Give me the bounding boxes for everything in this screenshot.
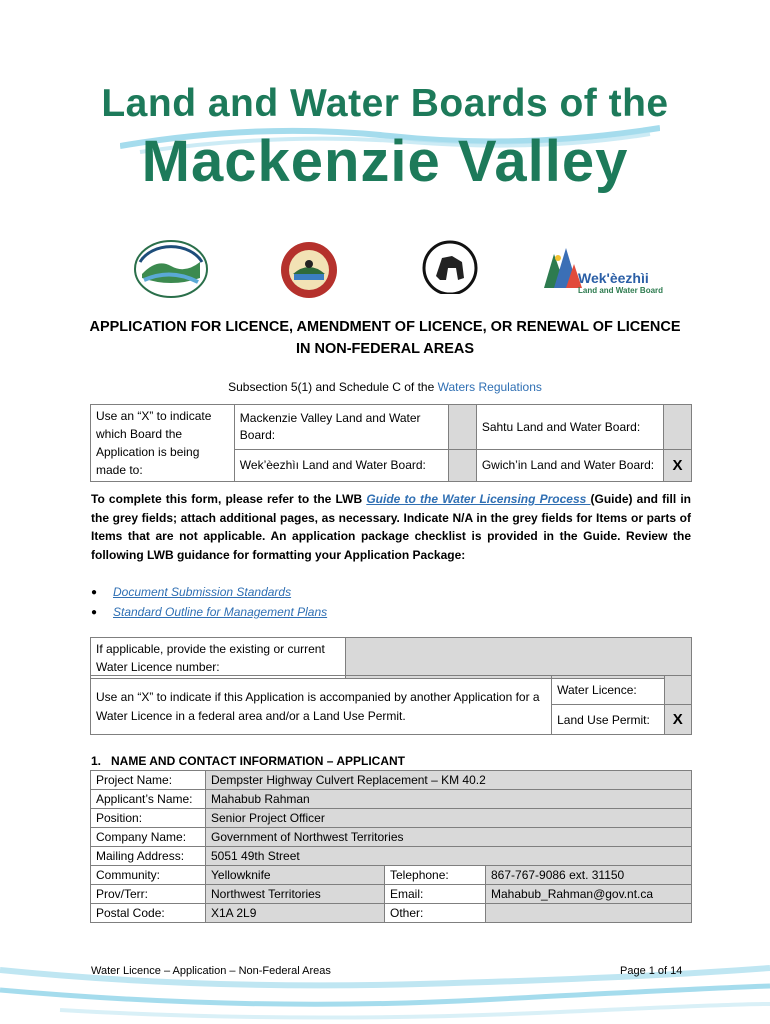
section-1-heading: 1. NAME AND CONTACT INFORMATION – APPLICANT	[91, 754, 405, 768]
land-use-permit-mark-field[interactable]: X	[664, 705, 691, 735]
instructions-text-2: (Guide) and fill in the grey fields; attach additional pages, as necessary. Indicate N/A in the grey fields for Items or parts of Items that are not applicable. An application package checklist is provided in the Guide. Review the following LWB guidance for formatting your Application Package:	[91, 492, 691, 562]
footer-wave	[0, 950, 770, 1024]
applicant-name-label: Applicant’s Name:	[91, 790, 206, 809]
prov-terr-label: Prov/Terr:	[91, 885, 206, 904]
logo-line-1: Land and Water Boards of the	[101, 82, 669, 125]
gwichin-logo	[422, 240, 478, 302]
applicant-info-table	[90, 770, 692, 923]
company-name-label: Company Name:	[91, 828, 206, 847]
land-use-permit-label: Land Use Permit:	[552, 705, 664, 735]
applicant-name-field[interactable]: Mahabub Rahman	[206, 790, 692, 809]
mailing-address-field[interactable]: 5051 49th Street	[206, 847, 692, 866]
company-name-field[interactable]: Government of Northwest Territories	[206, 828, 692, 847]
gwichin-label: Gwich’in Land and Water Board:	[476, 449, 663, 481]
community-field[interactable]: Yellowknife	[206, 866, 385, 885]
guidance-list	[91, 582, 327, 622]
board-instruction: Use an “X” to indicate which Board the Application is being made to:	[91, 405, 235, 482]
document-standards-link[interactable]: Document Submission Standards	[113, 585, 292, 599]
email-field[interactable]: Mahabub_Rahman@gov.nt.ca	[486, 885, 692, 904]
wekeezhii-logo-sublabel: Land and Water Board	[578, 286, 664, 295]
sahtu-mark-field[interactable]	[664, 405, 692, 450]
list-item	[91, 602, 327, 622]
wekeezhii-mark-field[interactable]	[448, 449, 476, 481]
guide-link[interactable]: Guide to the Water Licensing Process	[366, 492, 591, 506]
title-line-2: IN NON-FEDERAL AREAS	[295, 341, 475, 357]
other-label: Other:	[385, 904, 486, 923]
accompanied-application-table	[90, 675, 692, 735]
project-name-label: Project Name:	[91, 771, 206, 790]
email-label: Email:	[385, 885, 486, 904]
accompanied-label: Use an “X” to indicate if this Application is accompanied by another Application for a Water Licence in a federal area and/or a Land Use Permit.	[91, 676, 552, 735]
footer-document-title: Water Licence – Application – Non-Federal Areas	[91, 965, 331, 977]
bullet-icon: ●	[91, 606, 98, 618]
other-field[interactable]	[486, 904, 692, 923]
instructions-text-1: To complete this form, please refer to the LWB	[91, 492, 367, 506]
mvlwb-logo	[132, 238, 210, 300]
existing-licence-table	[90, 637, 692, 679]
community-label: Community:	[91, 866, 206, 885]
wekeezhii-label: Wek’èezhìı Land and Water Board:	[234, 449, 448, 481]
project-name-field[interactable]: Dempster Highway Culvert Replacement – KM 40.2	[206, 771, 692, 790]
existing-licence-field[interactable]	[346, 638, 692, 679]
position-field[interactable]: Senior Project Officer	[206, 809, 692, 828]
bullet-icon: ●	[91, 586, 98, 598]
board-selection-table	[90, 404, 692, 482]
waters-regulations-link[interactable]: Waters Regulations	[437, 380, 542, 394]
telephone-field[interactable]: 867-767-9086 ext. 31150	[486, 866, 692, 885]
postal-code-label: Postal Code:	[91, 904, 206, 923]
logo-line-2: Mackenzie Valley	[141, 129, 629, 194]
wekeezhii-logo-label: Wek'èezhìi	[578, 270, 649, 286]
footer-page-number: Page 1 of 14	[620, 965, 683, 977]
sahtu-logo	[278, 240, 340, 300]
instructions-paragraph	[91, 490, 691, 564]
form-title	[70, 316, 700, 360]
list-item	[91, 582, 327, 602]
management-plans-link[interactable]: Standard Outline for Management Plans	[113, 605, 328, 619]
mvlwb-mark-field[interactable]	[448, 405, 476, 450]
water-licence-label: Water Licence:	[552, 676, 664, 705]
sahtu-label: Sahtu Land and Water Board:	[476, 405, 663, 450]
position-label: Position:	[91, 809, 206, 828]
gwichin-mark-field[interactable]: X	[664, 449, 692, 481]
existing-licence-label: If applicable, provide the existing or current Water Licence number:	[91, 638, 346, 679]
postal-code-field[interactable]: X1A 2L9	[206, 904, 385, 923]
prov-terr-field[interactable]: Northwest Territories	[206, 885, 385, 904]
mvlwb-label: Mackenzie Valley Land and Water Board:	[234, 405, 448, 450]
telephone-label: Telephone:	[385, 866, 486, 885]
mailing-address-label: Mailing Address:	[91, 847, 206, 866]
subsection-reference	[0, 380, 770, 394]
subsection-text: Subsection 5(1) and Schedule C of the	[228, 380, 438, 394]
title-line-1: APPLICATION FOR LICENCE, AMENDMENT OF LICENCE, OR RENEWAL OF LICENCE	[89, 319, 681, 335]
water-licence-mark-field[interactable]	[664, 676, 691, 705]
